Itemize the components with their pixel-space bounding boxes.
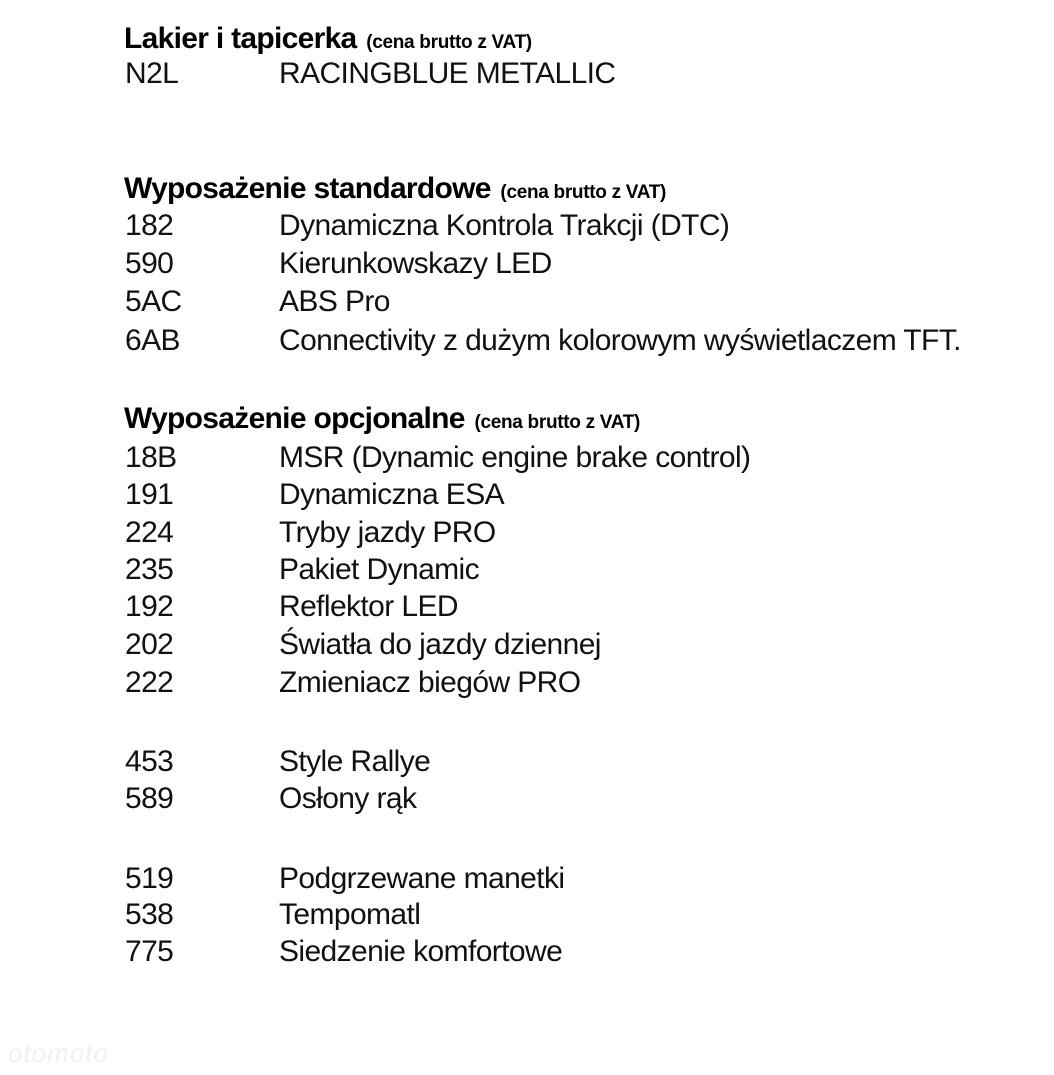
paint-code: N2L — [125, 57, 179, 90]
standard-section-title-text: Wyposażenie standardowe — [124, 172, 491, 205]
optional-label: Siedzenie komfortowe — [279, 935, 563, 968]
paint-section-note: (cena brutto z VAT) — [366, 32, 532, 53]
optional-row — [124, 514, 1054, 552]
optional-code: 192 — [125, 590, 174, 623]
standard-row — [124, 207, 1054, 245]
optional-label: Style Rallye — [279, 745, 431, 778]
optional-label: Tryby jazdy PRO — [279, 516, 496, 549]
optional-code: 589 — [125, 782, 174, 815]
optional-code: 235 — [125, 553, 174, 586]
optional-code: 775 — [125, 935, 174, 968]
optional-code: 538 — [125, 898, 174, 931]
optional-row — [124, 780, 1054, 818]
optional-code: 222 — [125, 666, 174, 699]
optional-code: 191 — [125, 478, 174, 511]
optional-row — [124, 626, 1054, 664]
standard-row — [124, 245, 1054, 283]
standard-section-note: (cena brutto z VAT) — [500, 182, 667, 203]
standard-label: Kierunkowskazy LED — [279, 247, 552, 280]
standard-code: 5AC — [125, 285, 182, 318]
optional-label: Światła do jazdy dziennej — [279, 628, 601, 661]
paint-label: RACINGBLUE METALLIC — [279, 57, 616, 90]
optional-section-title — [124, 402, 640, 440]
optional-code: 202 — [125, 628, 174, 661]
optional-code: 224 — [125, 516, 174, 549]
standard-code: 590 — [125, 247, 174, 280]
optional-code: 519 — [125, 862, 174, 895]
watermark: otomoto — [8, 1038, 109, 1068]
optional-row — [124, 743, 1054, 781]
standard-row — [124, 283, 1054, 321]
optional-section-note: (cena brutto z VAT) — [474, 412, 641, 433]
paint-section-title-text: Lakier i tapicerka — [124, 22, 357, 55]
standard-section-title — [124, 172, 666, 210]
optional-row — [124, 551, 1054, 589]
optional-row — [124, 588, 1054, 626]
optional-label: Podgrzewane manetki — [279, 862, 565, 895]
standard-label: Connectivity z dużym kolorowym wyświetlaczem TFT. — [279, 324, 961, 357]
standard-label: ABS Pro — [279, 285, 390, 318]
optional-row — [124, 896, 1054, 934]
optional-section-title-text: Wyposażenie opcjonalne — [124, 402, 465, 435]
optional-label: Zmieniacz biegów PRO — [279, 666, 581, 699]
paint-row — [124, 55, 1054, 93]
optional-label: Dynamiczna ESA — [279, 478, 505, 511]
optional-row — [124, 933, 1054, 971]
optional-label: Tempomatl — [279, 898, 421, 931]
optional-code: 453 — [125, 745, 174, 778]
optional-code: 18B — [125, 441, 177, 474]
optional-row — [124, 664, 1054, 702]
optional-row — [124, 476, 1054, 514]
standard-label: Dynamiczna Kontrola Trakcji (DTC) — [279, 209, 730, 242]
optional-row — [124, 860, 1054, 898]
optional-label: Pakiet Dynamic — [279, 553, 480, 586]
optional-label: MSR (Dynamic engine brake control) — [279, 441, 751, 474]
standard-row — [124, 322, 1054, 360]
standard-code: 182 — [125, 209, 174, 242]
optional-label: Reflektor LED — [279, 590, 458, 623]
optional-label: Osłony rąk — [279, 782, 417, 815]
optional-row — [124, 439, 1054, 477]
standard-code: 6AB — [125, 324, 180, 357]
